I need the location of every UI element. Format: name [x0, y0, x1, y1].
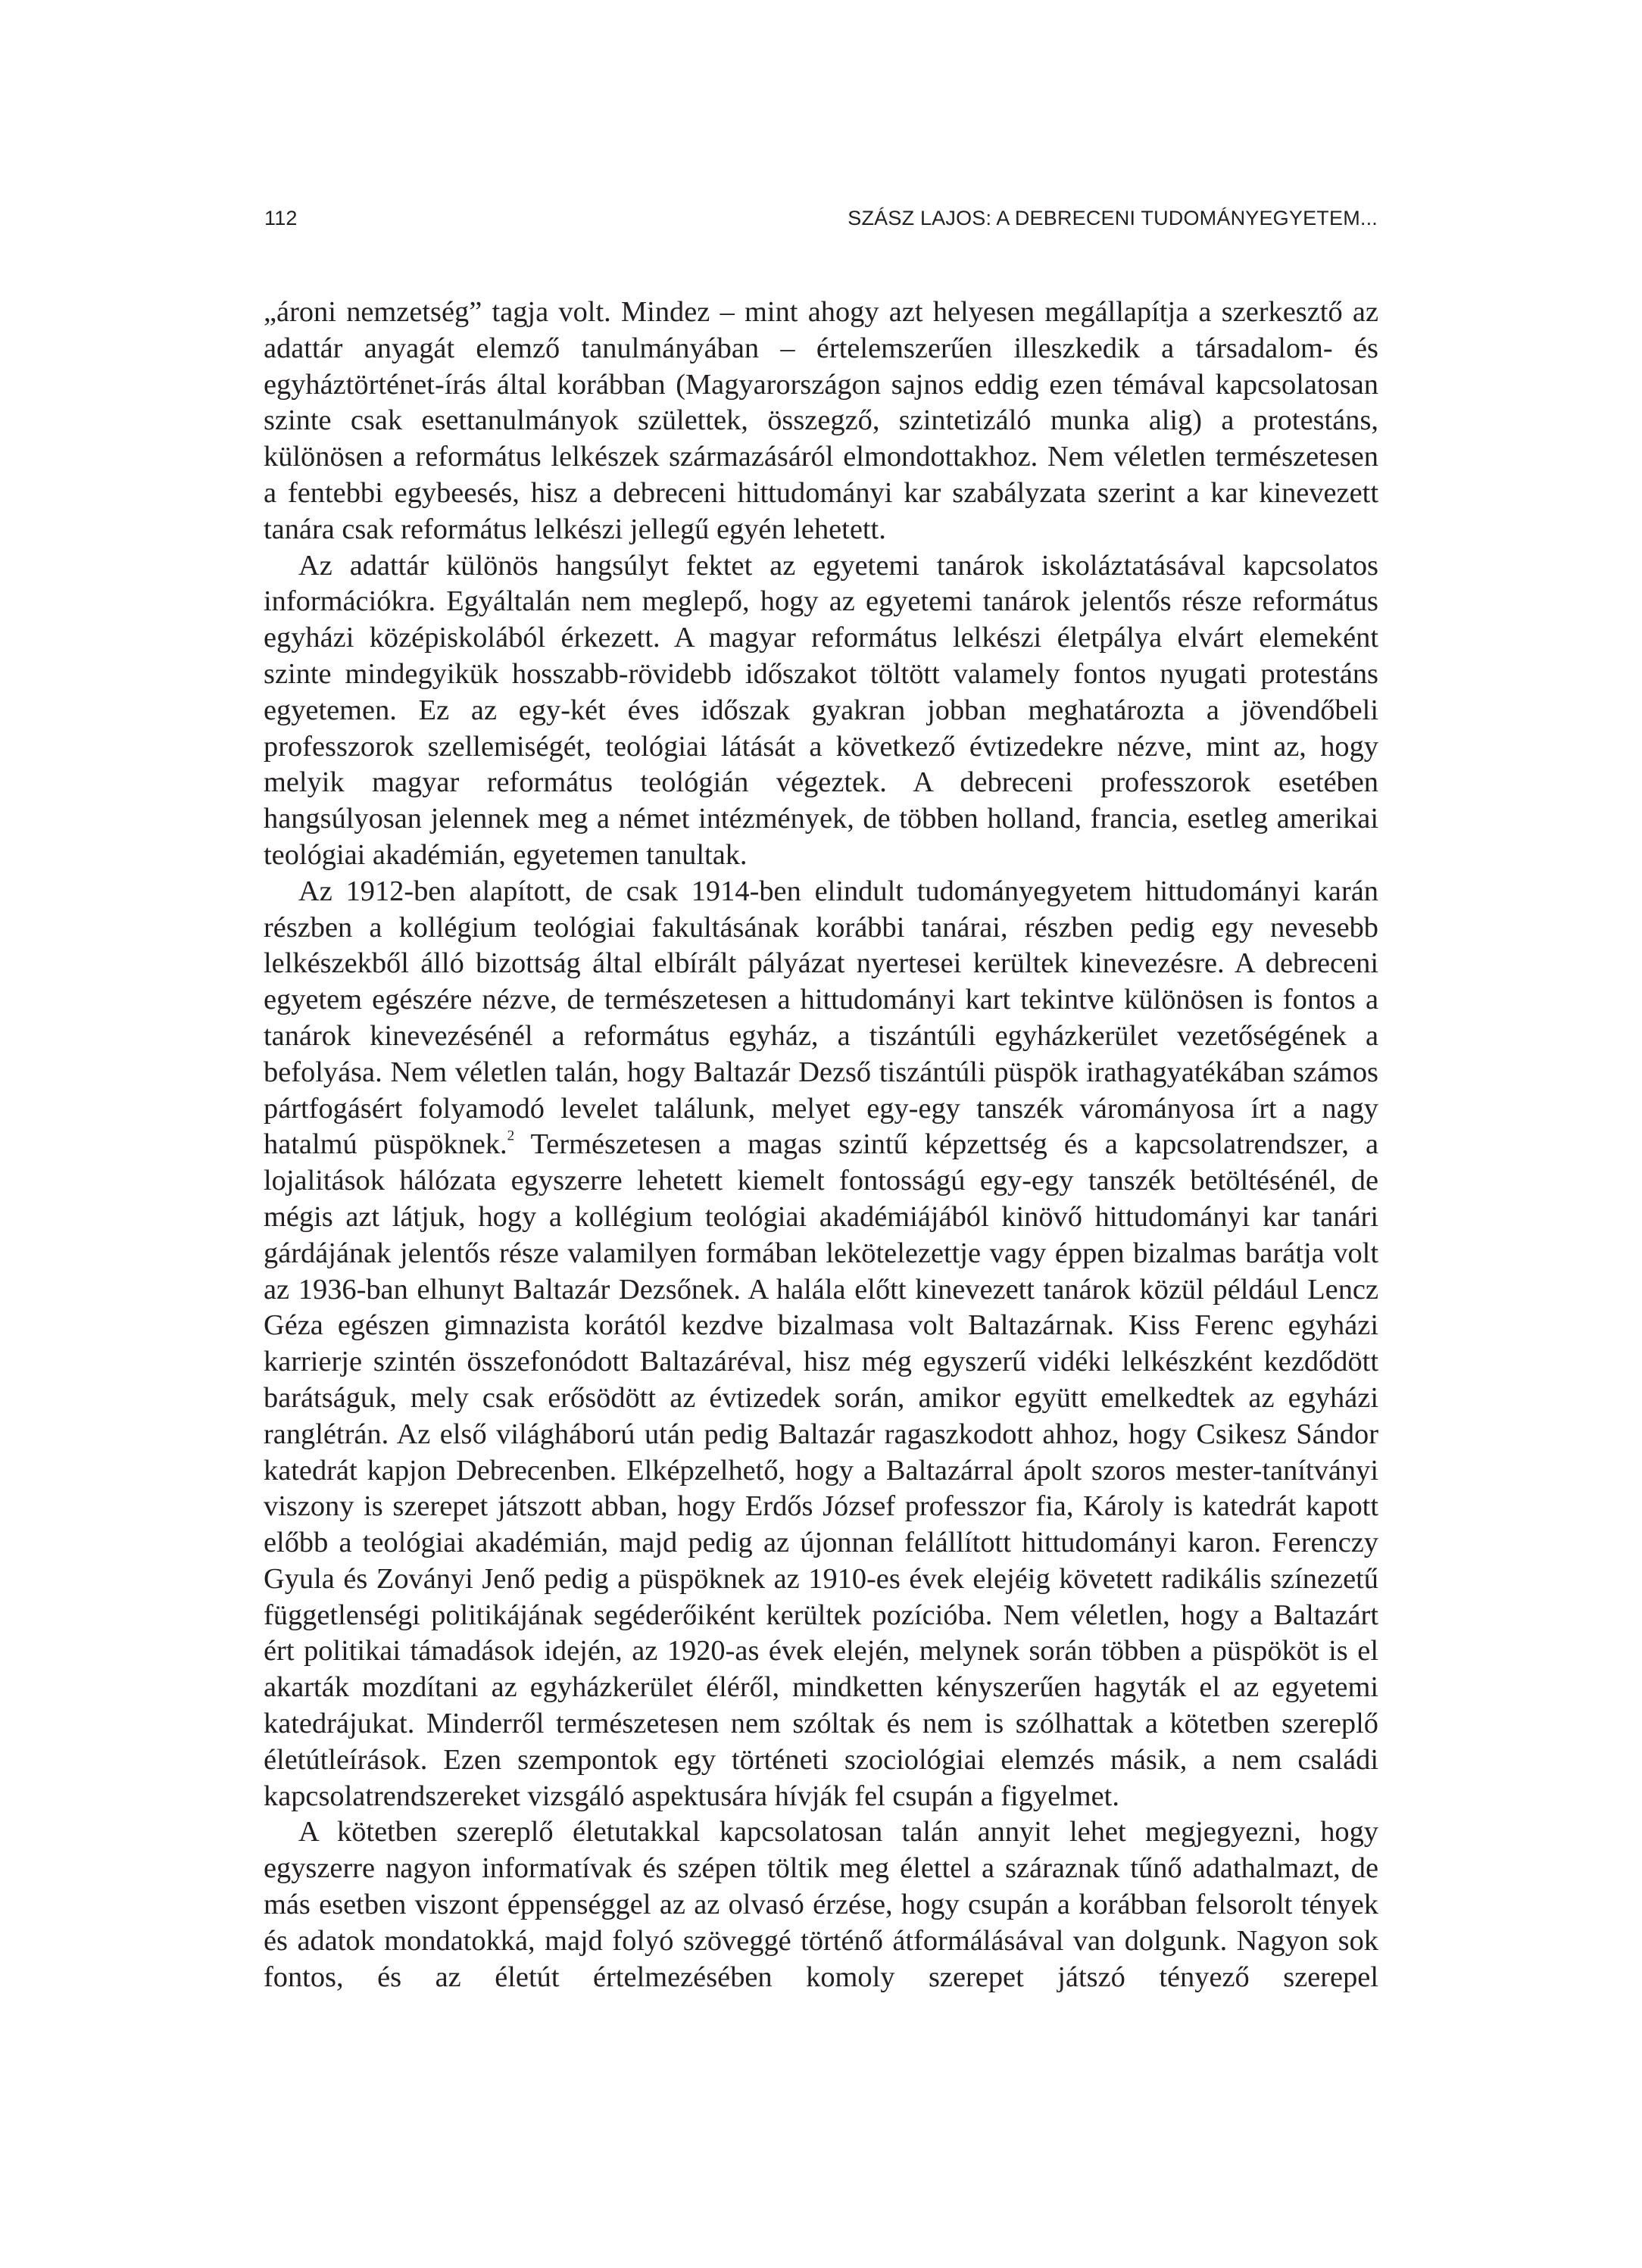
paragraph-life-stories: A kötetben szereplő életutakkal kapcsolatosan talán annyit lehet megjegyezni, hogy egyszerre nagyon informatívak és szépen töltik meg élettel a száraznak tűnő adathalmazt, de más esetben viszont éppenséggel az az olvasó érzése, hogy csupán a korábban felsorolt tények és adatok mondatokká, majd folyó szöveggé történő átformálásával van dolgunk. Nagyon sok fontos, és az életút értelmezésében komoly szerepet játszó tényező szerepel [264, 1816, 1378, 1993]
paragraph-education: Az adattár különös hangsúlyt fektet az egyetemi tanárok iskoláztatásával kapcsolatos információkra. Egyáltalán nem meglepő, hogy az egyetemi tanárok jelentős része református egyházi középiskolából érkezett. A magyar református lelkészi életpálya elvárt elemeként szinte mindegyikük hosszabb-rövidebb időszakot töltött valamely fontos nyugati protestáns egyetemen. Ez az egy-két éves időszak gyakran jobban meghatározta a jövendőbeli professzorok szellemiségét, teológiai látását a következő évtizedekre nézve, mint az, hogy melyik magyar református teológián végeztek. A debreceni professzorok esetében hangsúlyosan jelennek meg a német intézmények, de többen holland, francia, esetleg amerikai teológiai akadémián, egyetemen tanultak. [264, 549, 1378, 871]
running-head [264, 203, 1378, 233]
footnote-reference: 2 [507, 1128, 515, 1145]
page-number: 112 [264, 207, 298, 229]
paragraph-continuation: „ároni nemzetség” tagja volt. Mindez – mint ahogy azt helyesen megállapítja a szerkesztő az adattár anyagát elemző tanulmányában – értelemszerűen illeszkedik a társadalom- és egyháztörténet-írás által korábban (Magyarországon sajnos eddig ezen témával kapcsolatosan szinte csak esettanulmányok születtek, összegző, szintetizáló munka alig) a protestáns, különösen a református lelkészek származásáról elmondottakhoz. Nem véletlen természetesen a fentebbi egybeesés, hisz a debreceni hittudományi kar szabályzata szerint a kar kinevezett tanára csak református lelkészi jellegű egyén lehetett. [264, 296, 1378, 545]
paragraph-appointments [264, 874, 1378, 1815]
body-text [264, 295, 1378, 1995]
paragraph-appointments-text-cont: Természetesen a magas szintű képzettség és a kapcsolatrendszer, a lojalitások hálózata egyszerre lehetett kiemelt fontosságú egy-egy tanszék betöltésénél, de mégis azt látjuk, hogy a kollégium teológiai akadémiájából kinövő hittudományi kar tanári gárdájának jelentős része valamilyen formában lekötelezettje vagy éppen bizalmas barátja volt az 1936-ban elhunyt Baltazár Dezsőnek. A halála előtt kinevezett tanárok közül például Lencz Géza egészen gimnazista korától kezdve bizalmasa volt Baltazárnak. Kiss Ferenc egyházi karrierje szintén összefonódott Baltazáréval, hisz még egyszerű vidéki lelkészként kezdődött barátságuk, mely csak erősödött az évtizedek során, amikor együtt emelkedtek az egyházi ranglétrán. Az első világháború után pedig Baltazár ragaszkodott ahhoz, hogy Csikesz Sándor katedrát kapjon Debrecenben. Elképzelhető, hogy a Baltazárral ápolt szoros mester-tanítványi viszony is szerepet játszott abban, hogy Erdős József professzor fia, Károly is katedrát kapott előbb a teológiai akadémián, majd pedig az újonnan felállított hittudományi karon. Ferenczy Gyula és Zoványi Jenő pedig a püspöknek az 1910-es évek elejéig követett radikális színezetű függetlenségi politikájának segéderőiként kerültek pozícióba. Nem véletlen, hogy a Baltazárt ért politikai támadások idején, az 1920-as évek elején, melynek során többen a püspököt is el akarták mozdítani az egyházkerület éléről, mindketten kényszerűen hagyták el az egyetemi katedrájukat. Minderről természetesen nem szóltak és nem is szólhattak a kötetben szereplő életútleírások. Ezen szempontok egy történeti szociológiai elemzés másik, a nem családi kapcsolatrendszereket vizsgáló aspektusára hívják fel csupán a figyelmet. [264, 1128, 1378, 1812]
paragraph-appointments-text: Az 1912-ben alapított, de csak 1914-ben elindult tudományegyetem hittudományi karán részben a kollégium teológiai fakultásának korábbi tanárai, részben pedig egy nevesebb lelkészekből álló bizottság által elbírált pályázat nyertesei kerültek kinevezésre. A debreceni egyetem egészére nézve, de természetesen a hittudományi kart tekintve különösen is fontos a tanárok kinevezésénél a református egyház, a tiszántúli egyházkerület vezetőségének a befolyása. Nem véletlen talán, hogy Baltazár Dezső tiszántúli püspök irathagyatékában számos pártfogásért folyamodó levelet találunk, melyet egy-egy tanszék várományosa írt a nagy hatalmú püspöknek. [264, 875, 1378, 1161]
running-title: SZÁSZ LAJOS: A DEBRECENI TUDOMÁNYEGYETEM... [848, 207, 1378, 229]
